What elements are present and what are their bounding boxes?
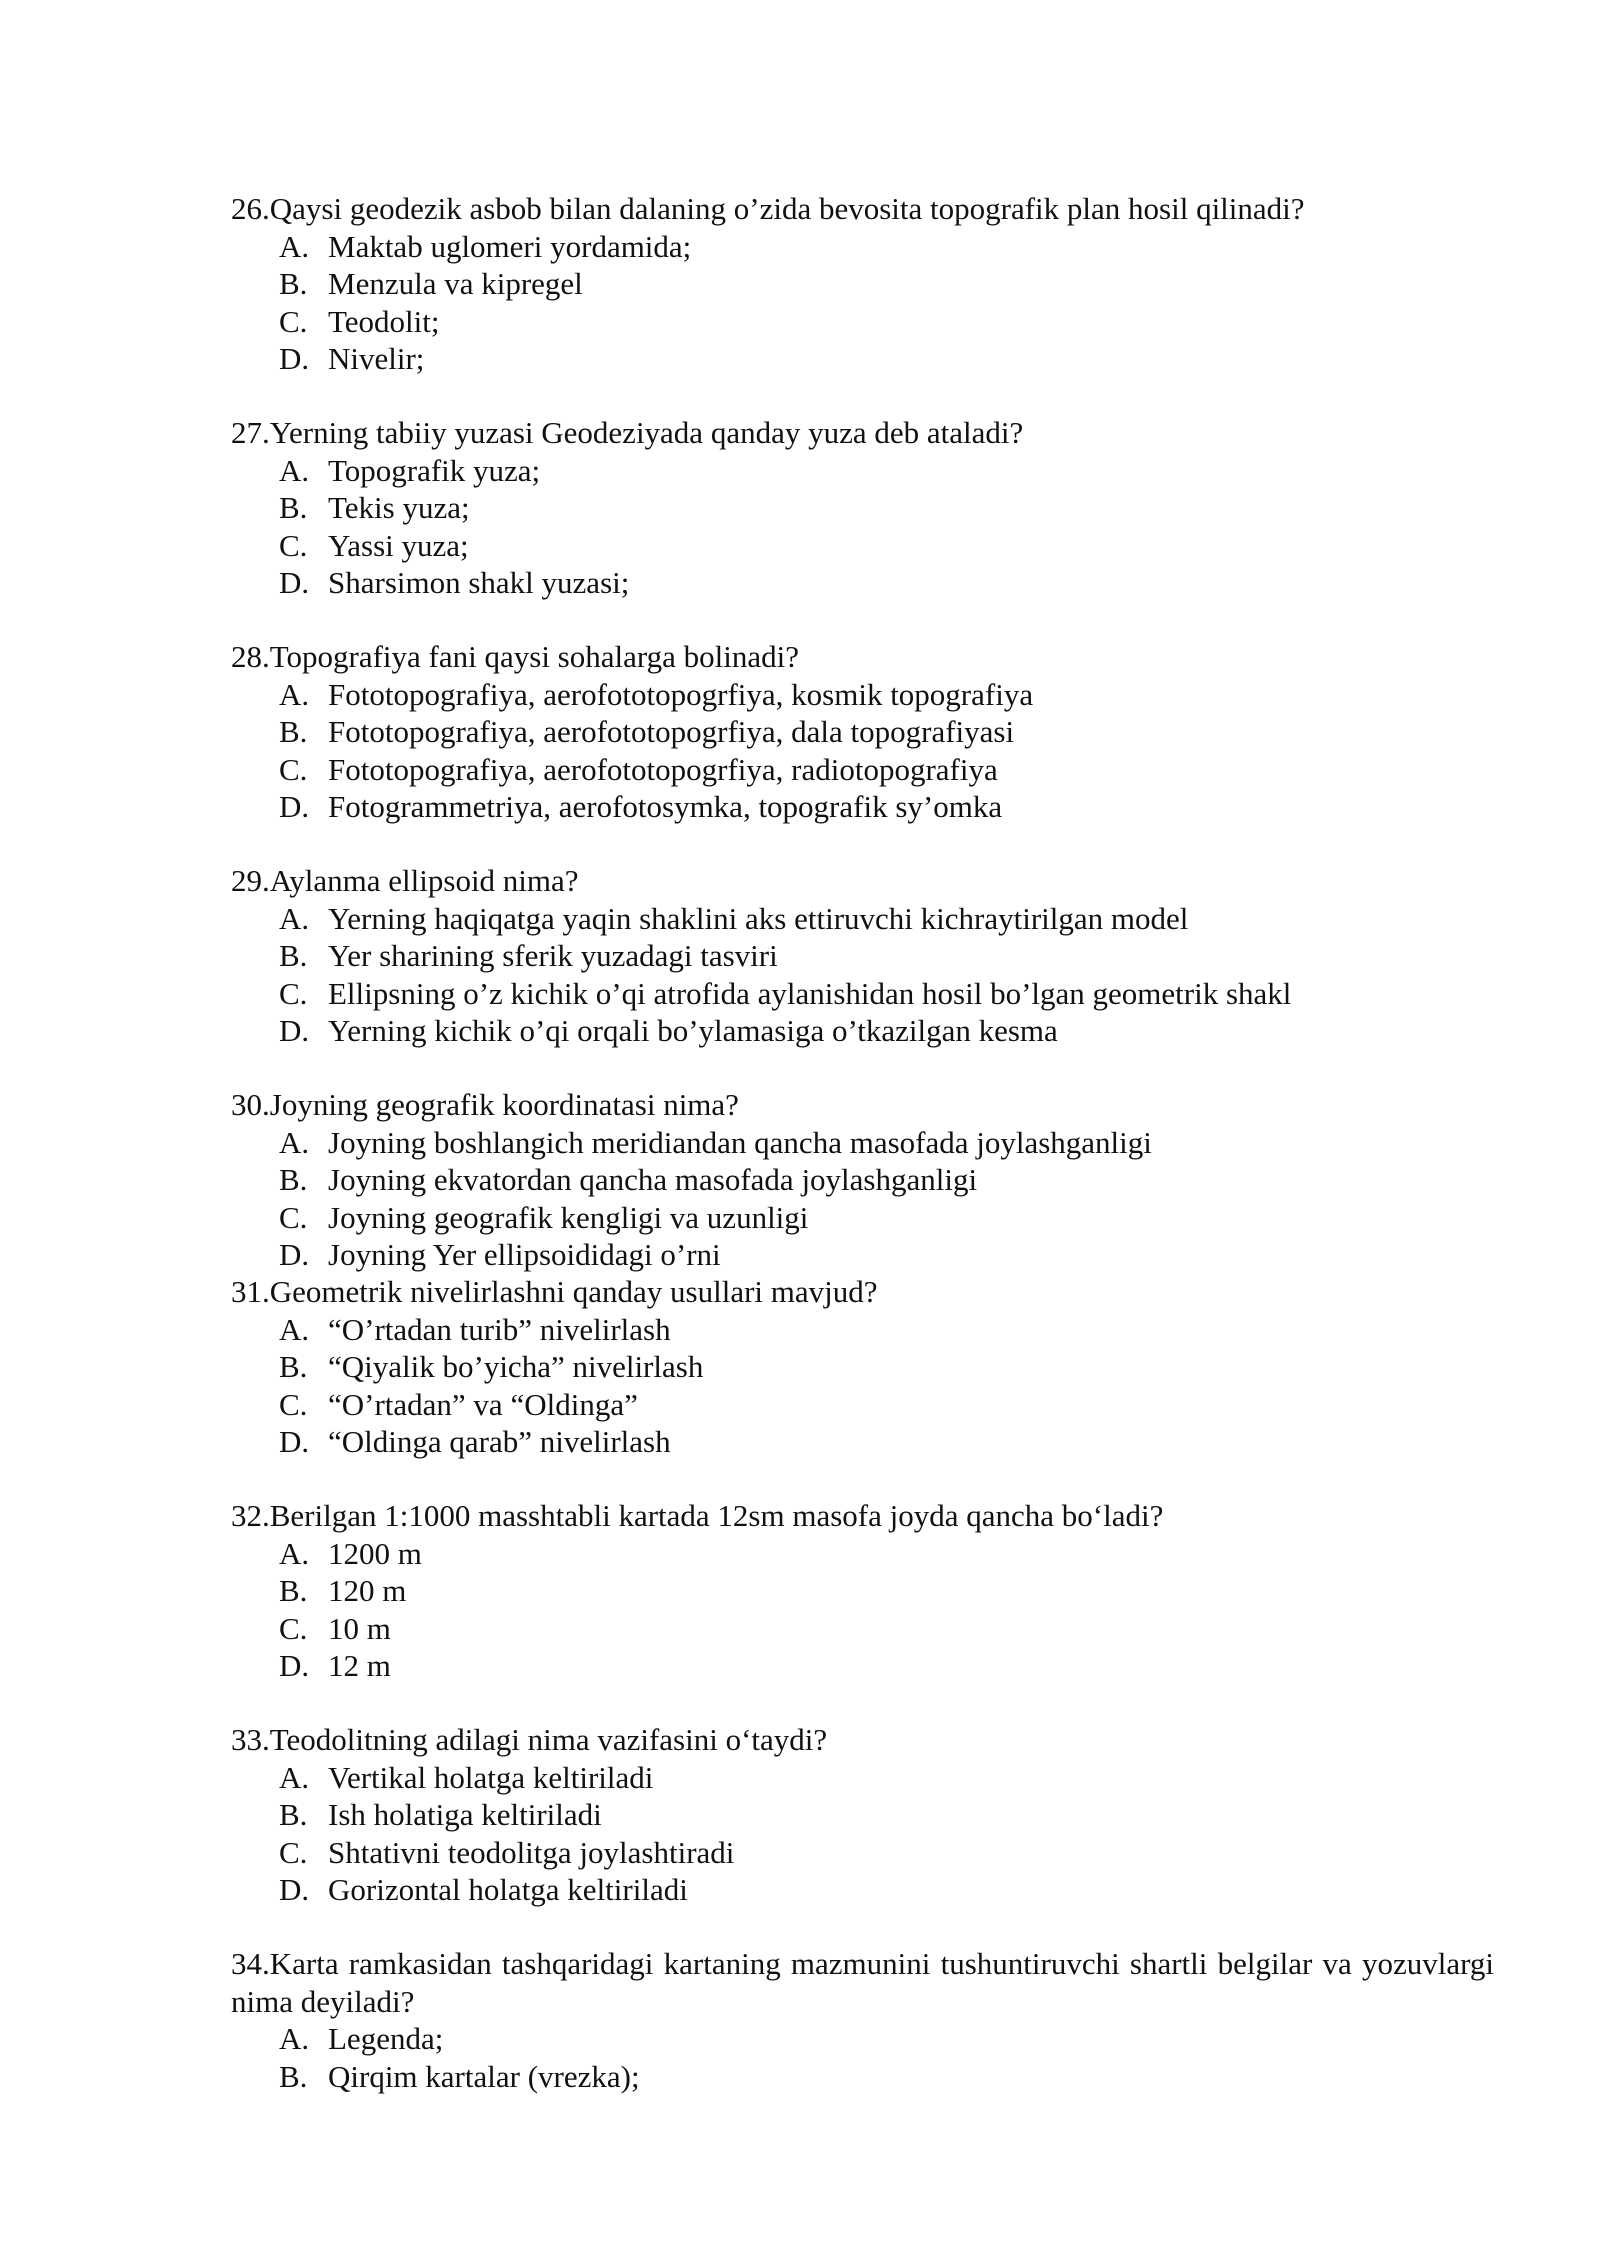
option-text: Menzula va kipregel bbox=[328, 266, 583, 301]
option-text: Joyning boshlangich meridiandan qancha masofada joylashganligi bbox=[328, 1124, 1152, 1160]
option-text: Yerning kichik o’qi orqali bo’ylamasiga o’tkazilgan kesma bbox=[328, 1013, 1058, 1048]
option-letter: B. bbox=[279, 490, 308, 525]
question-stem: 31.Geometrik nivelirlashni qanday usullari mavjud? bbox=[231, 1274, 878, 1309]
option-b bbox=[231, 489, 1494, 527]
option-text: “Qiyalik bo’yicha” nivelirlash bbox=[328, 1349, 704, 1384]
question-stem: 26.Qaysi geodezik asbob bilan dalaning o’zida bevosita topografik plan hosil qilinadi? bbox=[231, 191, 1305, 226]
option-d bbox=[231, 788, 1494, 826]
option-letter: D. bbox=[279, 1872, 310, 1907]
option-letter: C. bbox=[279, 1199, 308, 1235]
options-list bbox=[231, 1311, 1494, 1461]
option-d bbox=[231, 1423, 1494, 1461]
question-stem: 28.Topografiya fani qaysi sohalarga bolinadi? bbox=[231, 639, 800, 674]
option-letter: A. bbox=[279, 1759, 310, 1795]
question-stem: 32.Berilgan 1:1000 masshtabli kartada 12sm masofa joyda qancha bo‘ladi? bbox=[231, 1498, 1164, 1533]
options-list bbox=[231, 900, 1494, 1050]
option-d bbox=[231, 1012, 1494, 1050]
options-list bbox=[231, 452, 1494, 602]
option-letter: D. bbox=[279, 789, 310, 824]
option-letter: D. bbox=[279, 1648, 310, 1683]
option-text: Topografik yuza; bbox=[328, 452, 541, 488]
option-text: Fototopografiya, aerofototopogrfiya, kosmik topografiya bbox=[328, 676, 1034, 712]
option-letter: B. bbox=[279, 938, 308, 973]
options-list bbox=[231, 1124, 1494, 1274]
question-32 bbox=[231, 1497, 1494, 1685]
option-a bbox=[231, 228, 1494, 266]
option-text: 12 m bbox=[328, 1648, 391, 1683]
option-b bbox=[231, 713, 1494, 751]
option-text: 120 m bbox=[328, 1573, 407, 1608]
option-letter: C. bbox=[279, 975, 308, 1011]
option-text: Qirqim kartalar (vrezka); bbox=[328, 2058, 640, 2094]
option-text: “O’rtadan turib” nivelirlash bbox=[328, 1311, 671, 1347]
option-letter: B. bbox=[279, 1162, 308, 1197]
option-text: “O’rtadan” va “Oldinga” bbox=[328, 1386, 638, 1422]
options-list bbox=[231, 228, 1494, 378]
question-stem: 27.Yerning tabiiy yuzasi Geodeziyada qanday yuza deb ataladi? bbox=[231, 415, 1024, 450]
option-a bbox=[231, 1124, 1494, 1162]
option-text: Gorizontal holatga keltiriladi bbox=[328, 1872, 688, 1907]
option-letter: D. bbox=[279, 341, 310, 376]
option-letter: C. bbox=[279, 527, 308, 563]
option-c bbox=[231, 1199, 1494, 1237]
option-d bbox=[231, 340, 1494, 378]
option-text: Yassi yuza; bbox=[328, 527, 469, 563]
options-list bbox=[231, 2020, 1494, 2095]
option-letter: C. bbox=[279, 1610, 308, 1646]
options-list bbox=[231, 1759, 1494, 1909]
question-31 bbox=[231, 1273, 1494, 1461]
option-b bbox=[231, 265, 1494, 303]
option-text: Ellipsning o’z kichik o’qi atrofida aylanishidan hosil bo’lgan geometrik shakl bbox=[328, 975, 1292, 1011]
option-text: Shtativni teodolitga joylashtiradi bbox=[328, 1834, 735, 1870]
option-letter: A. bbox=[279, 1311, 310, 1347]
option-letter: C. bbox=[279, 303, 308, 339]
option-letter: B. bbox=[279, 2058, 308, 2094]
option-d bbox=[231, 564, 1494, 602]
option-b bbox=[231, 1796, 1494, 1834]
option-b bbox=[231, 1572, 1494, 1610]
option-text: Joyning geografik kengligi va uzunligi bbox=[328, 1199, 809, 1235]
option-d bbox=[231, 1647, 1494, 1685]
question-28 bbox=[231, 638, 1494, 826]
option-letter: D. bbox=[279, 1013, 310, 1048]
option-text: Vertikal holatga keltiriladi bbox=[328, 1759, 654, 1795]
option-letter: B. bbox=[279, 714, 308, 749]
option-d bbox=[231, 1236, 1494, 1274]
option-text: Fotogrammetriya, aerofotosymka, topografik sy’omka bbox=[328, 789, 1003, 824]
question-29 bbox=[231, 862, 1494, 1050]
option-a bbox=[231, 452, 1494, 490]
option-c bbox=[231, 1610, 1494, 1648]
option-letter: C. bbox=[279, 1834, 308, 1870]
option-text: Sharsimon shakl yuzasi; bbox=[328, 565, 630, 600]
option-letter: D. bbox=[279, 565, 310, 600]
option-text: Tekis yuza; bbox=[328, 490, 470, 525]
option-text: Fototopografiya, aerofototopogrfiya, radiotopografiya bbox=[328, 751, 998, 787]
option-c bbox=[231, 1386, 1494, 1424]
option-letter: B. bbox=[279, 1797, 308, 1832]
question-stem: 29.Aylanma ellipsoid nima? bbox=[231, 863, 579, 898]
question-30 bbox=[231, 1086, 1494, 1274]
option-c bbox=[231, 751, 1494, 789]
option-text: 1200 m bbox=[328, 1535, 422, 1571]
option-b bbox=[231, 937, 1494, 975]
option-letter: A. bbox=[279, 2021, 310, 2056]
question-33 bbox=[231, 1721, 1494, 1909]
option-b bbox=[231, 1348, 1494, 1386]
option-letter: A. bbox=[279, 452, 310, 488]
option-a bbox=[231, 1535, 1494, 1573]
option-a bbox=[231, 1759, 1494, 1797]
option-text: Teodolit; bbox=[328, 303, 440, 339]
option-c bbox=[231, 975, 1494, 1013]
question-stem: 30.Joyning geografik koordinatasi nima? bbox=[231, 1087, 739, 1122]
option-a bbox=[231, 2020, 1494, 2058]
option-c bbox=[231, 1834, 1494, 1872]
option-text: 10 m bbox=[328, 1610, 391, 1646]
option-letter: A. bbox=[279, 676, 310, 712]
option-c bbox=[231, 527, 1494, 565]
option-text: Joyning ekvatordan qancha masofada joylashganligi bbox=[328, 1162, 978, 1197]
option-letter: A. bbox=[279, 900, 310, 936]
option-letter: C. bbox=[279, 1386, 308, 1422]
question-34 bbox=[231, 1945, 1494, 2095]
question-stem: 34.Karta ramkasidan tashqaridagi kartaning mazmunini tushuntiruvchi shartli belgilar va yozuvlargi nima deyiladi? bbox=[231, 1946, 1494, 2019]
question-27 bbox=[231, 414, 1494, 602]
option-letter: A. bbox=[279, 228, 310, 264]
option-letter: B. bbox=[279, 1573, 308, 1608]
options-list bbox=[231, 1535, 1494, 1685]
option-text: Yerning haqiqatga yaqin shaklini aks ettiruvchi kichraytirilgan model bbox=[328, 900, 1189, 936]
option-c bbox=[231, 303, 1494, 341]
question-stem: 33.Teodolitning adilagi nima vazifasini o‘taydi? bbox=[231, 1722, 828, 1757]
option-a bbox=[231, 900, 1494, 938]
option-text: Maktab uglomeri yordamida; bbox=[328, 228, 692, 264]
option-letter: C. bbox=[279, 751, 308, 787]
option-a bbox=[231, 676, 1494, 714]
options-list bbox=[231, 676, 1494, 826]
option-text: Yer sharining sferik yuzadagi tasviri bbox=[328, 938, 778, 973]
option-b bbox=[231, 2058, 1494, 2096]
option-text: Legenda; bbox=[328, 2021, 444, 2056]
option-text: Fototopografiya, aerofototopogrfiya, dala topografiyasi bbox=[328, 714, 1015, 749]
option-text: Ish holatiga keltiriladi bbox=[328, 1797, 602, 1832]
question-26 bbox=[231, 190, 1494, 378]
option-letter: B. bbox=[279, 266, 308, 301]
option-letter: A. bbox=[279, 1124, 310, 1160]
option-text: Nivelir; bbox=[328, 341, 425, 376]
option-d bbox=[231, 1871, 1494, 1909]
option-letter: A. bbox=[279, 1535, 310, 1571]
option-b bbox=[231, 1161, 1494, 1199]
option-letter: B. bbox=[279, 1349, 308, 1384]
option-letter: D. bbox=[279, 1237, 310, 1272]
option-a bbox=[231, 1311, 1494, 1349]
option-letter: D. bbox=[279, 1424, 310, 1459]
option-text: Joyning Yer ellipsoididagi o’rni bbox=[328, 1237, 721, 1272]
option-text: “Oldinga qarab” nivelirlash bbox=[328, 1424, 671, 1459]
